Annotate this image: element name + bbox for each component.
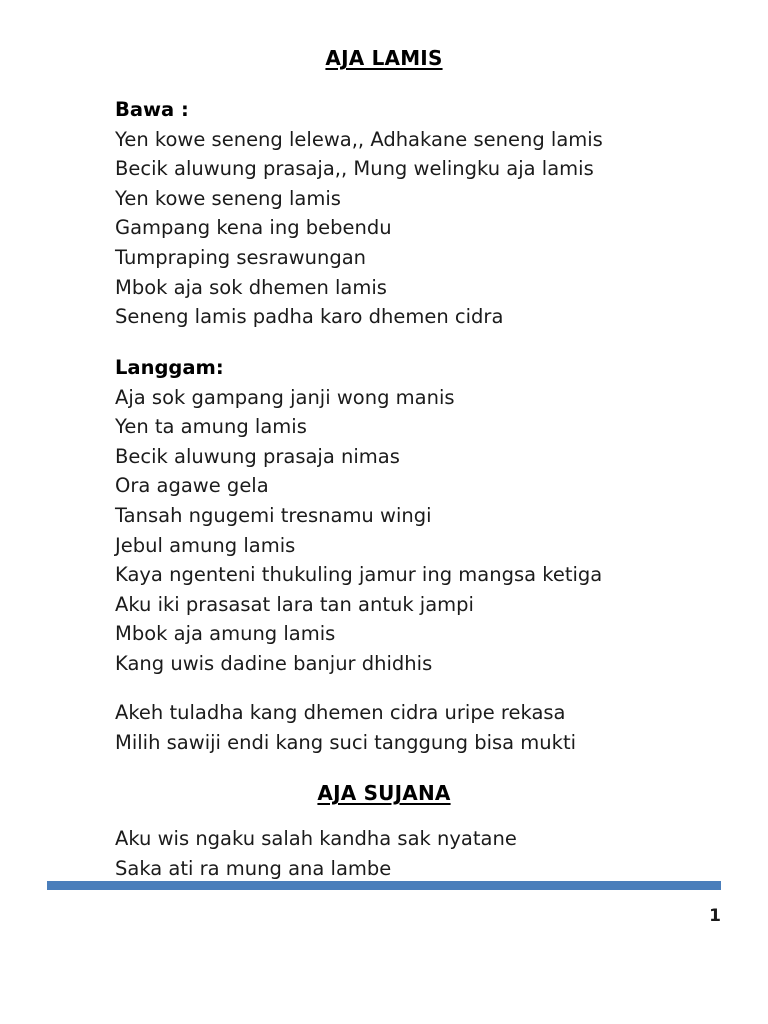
lyric-line: Mbok aja amung lamis [115,622,336,646]
lyric-line: Tansah ngugemi tresnamu wingi [115,503,432,527]
lyric-line: Aku iki prasasat lara tan antuk jampi [115,592,474,616]
lyric-line: Yen kowe seneng lamis [115,186,341,210]
page-title-aja-sujana [0,781,768,805]
lyric-line: Becik aluwung prasaja nimas [115,444,400,468]
lyric-line: Jebul amung lamis [115,533,296,557]
lyric-line: Ora agawe gela [115,474,269,498]
page-title-aja-sujana-text: AJA SUJANA [317,781,451,805]
lyric-line: Kaya ngenteni thukuling jamur ing mangsa ketiga [115,563,603,587]
lyric-line: Mbok aja sok dhemen lamis [115,275,387,299]
lyric-line: Yen ta amung lamis [115,415,307,439]
section-label-langgam: Langgam: [115,356,224,379]
lyric-line: Aja sok gampang janji wong manis [115,385,455,409]
lyric-line: Seneng lamis padha karo dhemen cidra [115,305,504,329]
page-number: 1 [709,906,721,926]
page-title-aja-lamis [0,46,768,70]
lyric-line: Tumpraping sesrawungan [115,245,367,269]
section-akeh-tuladha [115,698,715,757]
footer-divider [47,881,721,890]
lyric-line: Yen kowe seneng lelewa,, Adhakane seneng lamis [115,127,603,151]
lyric-line: Akeh tuladha kang dhemen cidra uripe rekasa [115,701,566,724]
page-title-aja-lamis-text: AJA LAMIS [325,46,443,70]
lyric-line: Aku wis ngaku salah kandha sak nyatane [115,827,517,850]
lyric-line: Milih sawiji endi kang suci tanggung bisa mukti [115,730,577,754]
lyric-line: Kang uwis dadine banjur dhidhis [115,651,433,675]
section-bawa [115,95,715,332]
lyric-line: Gampang kena ing bebendu [115,216,392,240]
lyric-line: Becik aluwung prasaja,, Mung welingku aja lamis [115,157,594,181]
section-aja-sujana-body [115,824,715,883]
section-langgam [115,353,715,679]
lyric-line: Saka ati ra mung ana lambe [115,856,392,880]
section-label-bawa: Bawa : [115,98,189,121]
